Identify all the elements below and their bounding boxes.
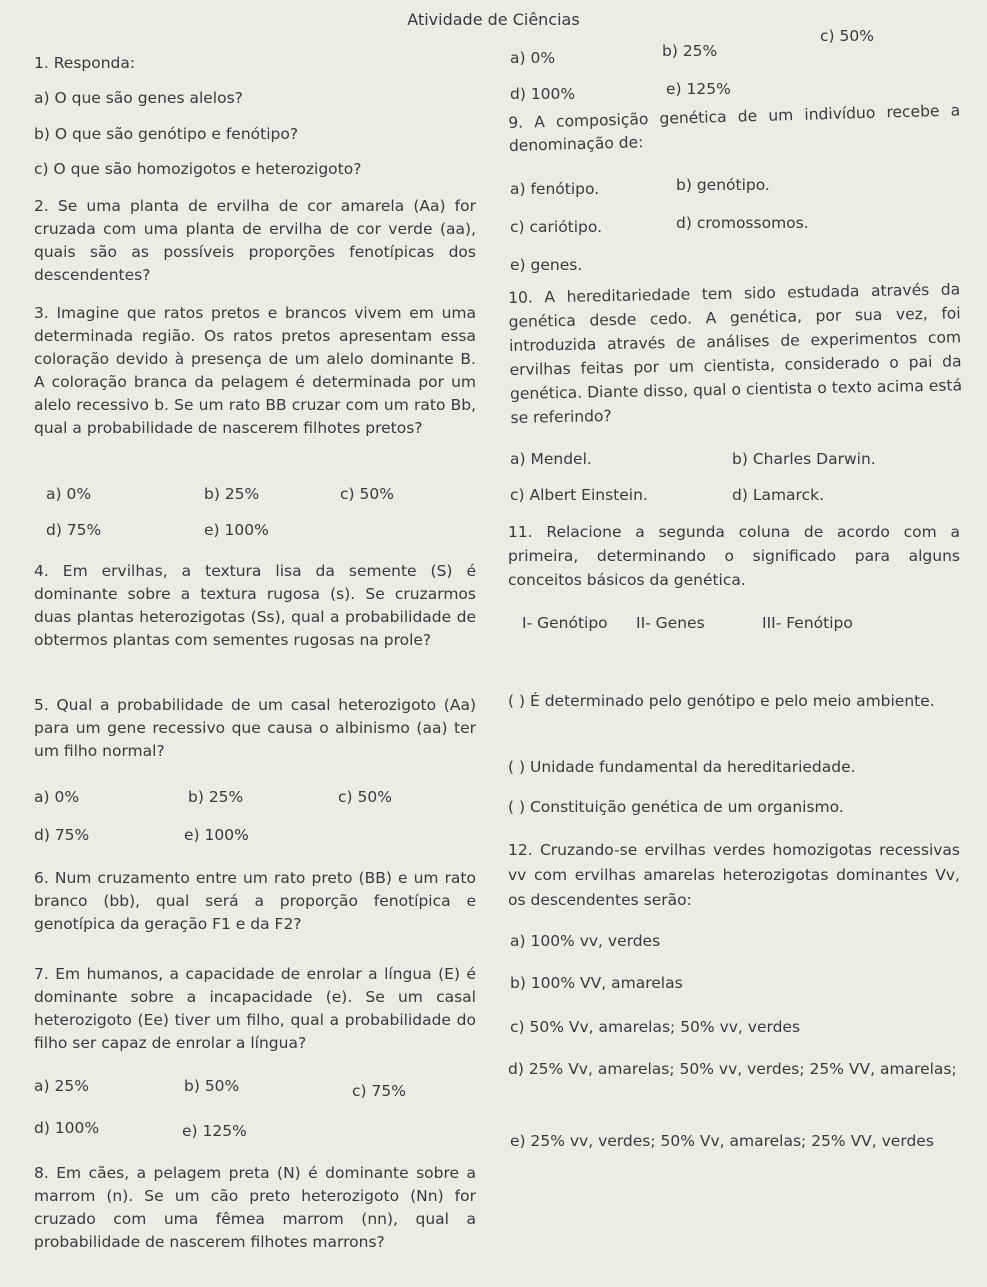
q1-heading: 1. Responda: [34,54,136,72]
q8-option-e: e) 125% [666,80,731,98]
q11-item-3 [508,796,960,819]
q5-option-c: c) 50% [338,788,392,806]
q11-term-2: II- Genes [636,614,705,632]
answer-blank[interactable]: ( ) [508,692,526,710]
q8-option-c: c) 50% [820,27,874,45]
q3-option-d: d) 75% [46,521,102,539]
q3-text: 3. Imagine que ratos pretos e brancos vivem em uma determinada região. Os ratos pretos apresentam essa coloração devido à presença de um alelo dominante B. A coloração branca da pelagem é determinada por um alelo recessivo b. Se um rato BB cruzar com um rato Bb, qual a probabilidade de nascerem filhotes pretos? [34,304,476,437]
q7-option-c: c) 75% [352,1082,406,1100]
q11-item-text: Unidade fundamental da hereditariedade. [529,758,856,776]
q9-option-d: d) cromossomos. [676,214,809,232]
q10-option-c: c) Albert Einstein. [510,486,648,504]
q4-text: 4. Em ervilhas, a textura lisa da semente (S) é dominante sobre a textura rugosa (s). Se cruzarmos duas plantas heterozigotas (Ss), qual a probabilidade de obtermos plantas com sementes rugosas na prole? [34,562,476,649]
q11-term-3: III- Fenótipo [762,614,853,632]
q10-option-d: d) Lamarck. [732,486,825,504]
answer-blank[interactable]: ( ) [508,798,526,816]
q7-option-a: a) 25% [34,1077,89,1095]
q5-option-a: a) 0% [34,788,80,806]
q10-option-b: b) Charles Darwin. [732,450,876,468]
q12-option-e: e) 25% vv, verdes; 50% Vv, amarelas; 25% VV, verdes [510,1132,934,1150]
q12-text: 12. Cruzando-se ervilhas verdes homozigotas recessivas vv com ervilhas amarelas heterozigotas dominantes Vv, os descendentes serão: [508,841,960,909]
q5-option-e: e) 100% [184,826,249,844]
q11-term-1: I- Genótipo [522,614,608,632]
q11-text: 11. Relacione a segunda coluna de acordo com a primeira, determinando o significado para alguns conceitos básicos da genética. [508,523,960,589]
q8-text: 8. Em cães, a pelagem preta (N) é dominante sobre a marrom (n). Se um cão preto heterozigoto (Nn) for cruzado com uma fêmea marrom (nn), qual a probabilidade de nascerem filhotes marrons? [34,1164,476,1251]
q9-option-b: b) genótipo. [676,176,770,194]
q11-item-text: Constituição genética de um organismo. [529,798,844,816]
q12-option-a: a) 100% vv, verdes [510,932,661,950]
q7-option-d: d) 100% [34,1119,100,1137]
q9-option-c: c) cariótipo. [510,218,603,236]
q9-option-e: e) genes. [510,256,583,274]
q5-option-b: b) 25% [188,788,244,806]
q7-option-e: e) 125% [182,1122,247,1140]
q1-item-b: b) O que são genótipo e fenótipo? [34,125,299,143]
q5-option-d: d) 75% [34,826,90,844]
q12-option-c: c) 50% Vv, amarelas; 50% vv, verdes [510,1018,801,1036]
q10-text: 10. A hereditariedade tem sido estudada através da genética desde cedo. A genética, por sua vez, foi introduzida através de análises de experimentos com ervilhas feitas por um cientista, considerado o pai da genética. Diante disso, qual o cientista o texto acima está se referindo? [508,280,963,427]
q3-option-a: a) 0% [46,485,92,503]
q10-option-a: a) Mendel. [510,450,592,468]
q8-option-d: d) 100% [510,85,576,103]
page-title: Atividade de Ciências [407,10,580,29]
q6-text: 6. Num cruzamento entre um rato preto (BB) e um rato branco (bb), qual será a proporção fenotípica e genotípica da geração F1 e da F2? [34,869,476,933]
q11-item-2 [508,756,960,779]
q3-option-c: c) 50% [340,485,394,503]
q12-option-d: d) 25% Vv, amarelas; 50% vv, verdes; 25% VV, amarelas; [508,1060,957,1078]
answer-blank[interactable]: ( ) [508,758,526,776]
q5-text: 5. Qual a probabilidade de um casal heterozigoto (Aa) para um gene recessivo que causa o albinismo (aa) ter um filho normal? [34,696,476,760]
q3-option-e: e) 100% [204,521,269,539]
q11-item-1 [508,690,960,713]
q9-text: 9. A composição genética de um indivíduo recebe a denominação de: [508,101,961,155]
q9-option-a: a) fenótipo. [510,180,600,198]
q8-option-a: a) 0% [510,49,556,67]
q11-item-text: É determinado pelo genótipo e pelo meio ambiente. [529,692,935,710]
q7-option-b: b) 50% [184,1077,240,1095]
q7-text: 7. Em humanos, a capacidade de enrolar a língua (E) é dominante sobre a incapacidade (e). Se um casal heterozigoto (Ee) tiver um filho, qual a probabilidade do filho ser capaz de enrolar a língua? [34,965,476,1052]
q1-item-a: a) O que são genes alelos? [34,89,243,107]
q12-option-b: b) 100% VV, amarelas [510,974,683,992]
q3-option-b: b) 25% [204,485,260,503]
q2-text: 2. Se uma planta de ervilha de cor amarela (Aa) for cruzada com uma planta de ervilha de cor verde (aa), quais são as possíveis proporções fenotípicas dos descendentes? [34,197,476,284]
q1-item-c: c) O que são homozigotos e heterozigoto? [34,160,362,178]
q8-option-b: b) 25% [662,42,718,60]
